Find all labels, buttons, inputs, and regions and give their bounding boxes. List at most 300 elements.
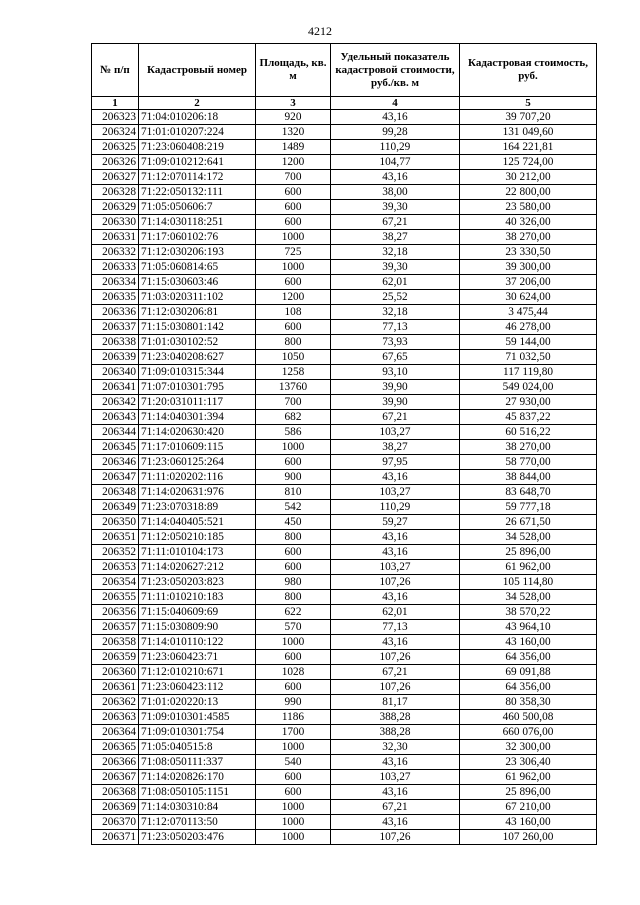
table-row [92, 575, 597, 590]
cadastral-cost-cell: 131 049,60 [460, 125, 597, 140]
specific-value-cell: 97,95 [331, 455, 460, 470]
cadastral-number-cell: 71:23:070318:89 [139, 500, 256, 515]
header-cadastral-cost: Кадастровая стоимость, руб. [460, 44, 597, 97]
specific-value-cell: 43,16 [331, 110, 460, 125]
area-cell: 600 [256, 200, 331, 215]
row-number-cell: 206332 [92, 245, 139, 260]
row-number-cell: 206351 [92, 530, 139, 545]
cadastral-cost-cell: 43 160,00 [460, 815, 597, 830]
area-cell: 1028 [256, 665, 331, 680]
cadastral-cost-cell: 37 206,00 [460, 275, 597, 290]
cadastral-cost-cell: 660 076,00 [460, 725, 597, 740]
cadastral-cost-cell: 61 962,00 [460, 770, 597, 785]
specific-value-cell: 73,93 [331, 335, 460, 350]
specific-value-cell: 38,27 [331, 440, 460, 455]
column-number: 4 [331, 97, 460, 110]
cadastral-number-cell: 71:12:070113:50 [139, 815, 256, 830]
area-cell: 600 [256, 680, 331, 695]
area-cell: 682 [256, 410, 331, 425]
table-row [92, 155, 597, 170]
table-row [92, 440, 597, 455]
cadastral-number-cell: 71:23:060423:71 [139, 650, 256, 665]
area-cell: 1050 [256, 350, 331, 365]
table-row [92, 680, 597, 695]
table-row [92, 485, 597, 500]
specific-value-cell: 107,26 [331, 680, 460, 695]
table-row [92, 275, 597, 290]
cadastral-number-cell: 71:11:010210:183 [139, 590, 256, 605]
specific-value-cell: 103,27 [331, 485, 460, 500]
row-number-cell: 206348 [92, 485, 139, 500]
table-row [92, 170, 597, 185]
cadastral-cost-cell: 125 724,00 [460, 155, 597, 170]
table-row [92, 650, 597, 665]
row-number-cell: 206325 [92, 140, 139, 155]
cadastral-cost-cell: 23 580,00 [460, 200, 597, 215]
table-row [92, 785, 597, 800]
area-cell: 1200 [256, 155, 331, 170]
specific-value-cell: 43,16 [331, 545, 460, 560]
specific-value-cell: 59,27 [331, 515, 460, 530]
cadastral-cost-cell: 25 896,00 [460, 785, 597, 800]
specific-value-cell: 39,90 [331, 380, 460, 395]
row-number-cell: 206329 [92, 200, 139, 215]
cadastral-number-cell: 71:05:040515:8 [139, 740, 256, 755]
cadastral-cost-cell: 164 221,81 [460, 140, 597, 155]
row-number-cell: 206344 [92, 425, 139, 440]
cadastral-cost-cell: 23 306,40 [460, 755, 597, 770]
specific-value-cell: 103,27 [331, 770, 460, 785]
row-number-cell: 206368 [92, 785, 139, 800]
row-number-cell: 206342 [92, 395, 139, 410]
row-number-cell: 206361 [92, 680, 139, 695]
specific-value-cell: 110,29 [331, 500, 460, 515]
table-row [92, 545, 597, 560]
cadastral-cost-cell: 549 024,00 [460, 380, 597, 395]
cadastral-number-cell: 71:08:050105:1151 [139, 785, 256, 800]
cadastral-cost-cell: 59 777,18 [460, 500, 597, 515]
cadastral-cost-cell: 25 896,00 [460, 545, 597, 560]
row-number-cell: 206369 [92, 800, 139, 815]
area-cell: 1700 [256, 725, 331, 740]
specific-value-cell: 67,21 [331, 665, 460, 680]
cadastral-number-cell: 71:09:010212:641 [139, 155, 256, 170]
cadastral-number-cell: 71:14:020627:212 [139, 560, 256, 575]
table-body [92, 110, 597, 845]
cadastral-number-cell: 71:09:010301:754 [139, 725, 256, 740]
cadastral-number-cell: 71:23:060125:264 [139, 455, 256, 470]
specific-value-cell: 43,16 [331, 470, 460, 485]
cadastral-cost-cell: 27 930,00 [460, 395, 597, 410]
area-cell: 540 [256, 755, 331, 770]
table-row [92, 695, 597, 710]
table-row [92, 800, 597, 815]
row-number-cell: 206354 [92, 575, 139, 590]
table-row [92, 740, 597, 755]
area-cell: 600 [256, 545, 331, 560]
cadastral-cost-cell: 60 516,22 [460, 425, 597, 440]
cadastral-number-cell: 71:07:010301:795 [139, 380, 256, 395]
specific-value-cell: 81,17 [331, 695, 460, 710]
row-number-cell: 206341 [92, 380, 139, 395]
row-number-cell: 206349 [92, 500, 139, 515]
area-cell: 13760 [256, 380, 331, 395]
cadastral-number-cell: 71:03:020311:102 [139, 290, 256, 305]
area-cell: 1000 [256, 815, 331, 830]
row-number-cell: 206353 [92, 560, 139, 575]
cadastral-cost-cell: 30 624,00 [460, 290, 597, 305]
cadastral-cost-cell: 22 800,00 [460, 185, 597, 200]
cadastral-cost-cell: 64 356,00 [460, 650, 597, 665]
cadastral-cost-cell: 43 160,00 [460, 635, 597, 650]
table-row [92, 350, 597, 365]
table-row [92, 830, 597, 845]
area-cell: 600 [256, 770, 331, 785]
row-number-cell: 206334 [92, 275, 139, 290]
cadastral-number-cell: 71:15:030801:142 [139, 320, 256, 335]
row-number-cell: 206323 [92, 110, 139, 125]
cadastral-number-cell: 71:14:020826:170 [139, 770, 256, 785]
cadastral-number-cell: 71:12:030206:81 [139, 305, 256, 320]
area-cell: 450 [256, 515, 331, 530]
cadastral-number-cell: 71:09:010315:344 [139, 365, 256, 380]
area-cell: 1489 [256, 140, 331, 155]
cadastral-number-cell: 71:20:031011:117 [139, 395, 256, 410]
area-cell: 570 [256, 620, 331, 635]
area-cell: 800 [256, 590, 331, 605]
specific-value-cell: 43,16 [331, 590, 460, 605]
table-row [92, 455, 597, 470]
specific-value-cell: 43,16 [331, 755, 460, 770]
cadastral-number-cell: 71:01:010207:224 [139, 125, 256, 140]
cadastral-cost-cell: 61 962,00 [460, 560, 597, 575]
cadastral-number-cell: 71:17:060102:76 [139, 230, 256, 245]
area-cell: 1000 [256, 260, 331, 275]
cadastral-cost-cell: 26 671,50 [460, 515, 597, 530]
header-cadastral-number: Кадастровый номер [139, 44, 256, 97]
cadastral-number-cell: 71:12:070114:172 [139, 170, 256, 185]
row-number-cell: 206338 [92, 335, 139, 350]
area-cell: 600 [256, 215, 331, 230]
cadastral-number-cell: 71:14:040301:394 [139, 410, 256, 425]
column-number: 5 [460, 97, 597, 110]
table-row [92, 410, 597, 425]
row-number-cell: 206343 [92, 410, 139, 425]
table-row [92, 500, 597, 515]
table-row [92, 620, 597, 635]
row-number-cell: 206336 [92, 305, 139, 320]
cadastral-number-cell: 71:17:010609:115 [139, 440, 256, 455]
cadastral-number-cell: 71:09:010301:4585 [139, 710, 256, 725]
cadastral-number-cell: 71:23:040208:627 [139, 350, 256, 365]
table-row [92, 770, 597, 785]
row-number-cell: 206370 [92, 815, 139, 830]
cadastral-cost-cell: 67 210,00 [460, 800, 597, 815]
specific-value-cell: 103,27 [331, 560, 460, 575]
row-number-cell: 206333 [92, 260, 139, 275]
table-row [92, 185, 597, 200]
area-cell: 1320 [256, 125, 331, 140]
cadastral-cost-cell: 64 356,00 [460, 680, 597, 695]
area-cell: 600 [256, 275, 331, 290]
table-header-row [92, 44, 597, 97]
area-cell: 600 [256, 455, 331, 470]
cadastral-number-cell: 71:15:040609:69 [139, 605, 256, 620]
cadastral-number-cell: 71:01:030102:52 [139, 335, 256, 350]
specific-value-cell: 103,27 [331, 425, 460, 440]
row-number-cell: 206367 [92, 770, 139, 785]
row-number-cell: 206363 [92, 710, 139, 725]
area-cell: 800 [256, 530, 331, 545]
cadastral-cost-cell: 105 114,80 [460, 575, 597, 590]
cadastral-number-cell: 71:05:060814:65 [139, 260, 256, 275]
cadastral-cost-cell: 45 837,22 [460, 410, 597, 425]
row-number-cell: 206345 [92, 440, 139, 455]
table-row [92, 530, 597, 545]
cadastral-number-cell: 71:23:050203:476 [139, 830, 256, 845]
table-row [92, 335, 597, 350]
row-number-cell: 206371 [92, 830, 139, 845]
cadastral-cost-cell: 460 500,08 [460, 710, 597, 725]
area-cell: 810 [256, 485, 331, 500]
cadastral-table [91, 43, 597, 845]
row-number-cell: 206359 [92, 650, 139, 665]
cadastral-number-cell: 71:12:050210:185 [139, 530, 256, 545]
area-cell: 800 [256, 335, 331, 350]
specific-value-cell: 39,90 [331, 395, 460, 410]
table-row [92, 605, 597, 620]
cadastral-cost-cell: 43 964,10 [460, 620, 597, 635]
area-cell: 1000 [256, 830, 331, 845]
area-cell: 700 [256, 170, 331, 185]
specific-value-cell: 107,26 [331, 575, 460, 590]
specific-value-cell: 43,16 [331, 815, 460, 830]
specific-value-cell: 62,01 [331, 605, 460, 620]
area-cell: 900 [256, 470, 331, 485]
column-number: 1 [92, 97, 139, 110]
area-cell: 920 [256, 110, 331, 125]
specific-value-cell: 32,18 [331, 305, 460, 320]
table-row [92, 305, 597, 320]
row-number-cell: 206330 [92, 215, 139, 230]
cadastral-cost-cell: 3 475,44 [460, 305, 597, 320]
table-row [92, 560, 597, 575]
cadastral-cost-cell: 59 144,00 [460, 335, 597, 350]
area-cell: 725 [256, 245, 331, 260]
cadastral-cost-cell: 38 270,00 [460, 230, 597, 245]
row-number-cell: 206357 [92, 620, 139, 635]
column-number: 2 [139, 97, 256, 110]
area-cell: 600 [256, 560, 331, 575]
cadastral-cost-cell: 71 032,50 [460, 350, 597, 365]
specific-value-cell: 38,27 [331, 230, 460, 245]
area-cell: 600 [256, 320, 331, 335]
table-row [92, 395, 597, 410]
specific-value-cell: 93,10 [331, 365, 460, 380]
cadastral-cost-cell: 58 770,00 [460, 455, 597, 470]
cadastral-number-cell: 71:01:020220:13 [139, 695, 256, 710]
cadastral-number-cell: 71:23:060423:112 [139, 680, 256, 695]
cadastral-number-cell: 71:14:030118:251 [139, 215, 256, 230]
area-cell: 700 [256, 395, 331, 410]
cadastral-number-cell: 71:05:050606:7 [139, 200, 256, 215]
specific-value-cell: 388,28 [331, 725, 460, 740]
specific-value-cell: 43,16 [331, 530, 460, 545]
header-area: Площадь, кв. м [256, 44, 331, 97]
area-cell: 108 [256, 305, 331, 320]
specific-value-cell: 32,18 [331, 245, 460, 260]
row-number-cell: 206347 [92, 470, 139, 485]
cadastral-cost-cell: 46 278,00 [460, 320, 597, 335]
specific-value-cell: 43,16 [331, 635, 460, 650]
header-row-number: № п/п [92, 44, 139, 97]
specific-value-cell: 104,77 [331, 155, 460, 170]
table-row [92, 425, 597, 440]
column-number: 3 [256, 97, 331, 110]
row-number-cell: 206335 [92, 290, 139, 305]
table-row [92, 260, 597, 275]
area-cell: 980 [256, 575, 331, 590]
specific-value-cell: 388,28 [331, 710, 460, 725]
cadastral-number-cell: 71:14:020631:976 [139, 485, 256, 500]
specific-value-cell: 38,00 [331, 185, 460, 200]
row-number-cell: 206327 [92, 170, 139, 185]
area-cell: 1000 [256, 800, 331, 815]
cadastral-cost-cell: 80 358,30 [460, 695, 597, 710]
row-number-cell: 206360 [92, 665, 139, 680]
cadastral-number-cell: 71:11:020202:116 [139, 470, 256, 485]
specific-value-cell: 99,28 [331, 125, 460, 140]
area-cell: 600 [256, 785, 331, 800]
table-row [92, 230, 597, 245]
cadastral-cost-cell: 83 648,70 [460, 485, 597, 500]
area-cell: 542 [256, 500, 331, 515]
specific-value-cell: 107,26 [331, 650, 460, 665]
cadastral-number-cell: 71:14:030310:84 [139, 800, 256, 815]
area-cell: 1258 [256, 365, 331, 380]
area-cell: 1200 [256, 290, 331, 305]
specific-value-cell: 62,01 [331, 275, 460, 290]
table-row [92, 200, 597, 215]
specific-value-cell: 32,30 [331, 740, 460, 755]
row-number-cell: 206362 [92, 695, 139, 710]
page-number: 4212 [308, 24, 332, 38]
cadastral-cost-cell: 34 528,00 [460, 530, 597, 545]
specific-value-cell: 77,13 [331, 320, 460, 335]
cadastral-cost-cell: 38 570,22 [460, 605, 597, 620]
row-number-cell: 206356 [92, 605, 139, 620]
cadastral-number-cell: 71:12:030206:193 [139, 245, 256, 260]
area-cell: 990 [256, 695, 331, 710]
cadastral-number-cell: 71:14:010110:122 [139, 635, 256, 650]
area-cell: 1186 [256, 710, 331, 725]
row-number-cell: 206328 [92, 185, 139, 200]
specific-value-cell: 39,30 [331, 260, 460, 275]
row-number-cell: 206340 [92, 365, 139, 380]
row-number-cell: 206339 [92, 350, 139, 365]
table-row [92, 290, 597, 305]
cadastral-cost-cell: 117 119,80 [460, 365, 597, 380]
cadastral-number-cell: 71:15:030809:90 [139, 620, 256, 635]
area-cell: 622 [256, 605, 331, 620]
cadastral-number-cell: 71:22:050132:111 [139, 185, 256, 200]
row-number-cell: 206324 [92, 125, 139, 140]
cadastral-cost-cell: 39 707,20 [460, 110, 597, 125]
area-cell: 1000 [256, 635, 331, 650]
header-specific-value: Удельный показатель кадастровой стоимости, руб./кв. м [331, 44, 460, 97]
specific-value-cell: 67,21 [331, 215, 460, 230]
specific-value-cell: 25,52 [331, 290, 460, 305]
specific-value-cell: 43,16 [331, 785, 460, 800]
cadastral-number-cell: 71:23:060408:219 [139, 140, 256, 155]
column-number-row [92, 97, 597, 110]
cadastral-number-cell: 71:12:010210:671 [139, 665, 256, 680]
row-number-cell: 206350 [92, 515, 139, 530]
cadastral-cost-cell: 40 326,00 [460, 215, 597, 230]
cadastral-cost-cell: 69 091,88 [460, 665, 597, 680]
cadastral-cost-cell: 34 528,00 [460, 590, 597, 605]
table-row [92, 365, 597, 380]
area-cell: 1000 [256, 740, 331, 755]
cadastral-number-cell: 71:23:050203:823 [139, 575, 256, 590]
row-number-cell: 206331 [92, 230, 139, 245]
row-number-cell: 206365 [92, 740, 139, 755]
cadastral-cost-cell: 39 300,00 [460, 260, 597, 275]
table-row [92, 710, 597, 725]
specific-value-cell: 77,13 [331, 620, 460, 635]
table-row [92, 380, 597, 395]
row-number-cell: 206337 [92, 320, 139, 335]
cadastral-number-cell: 71:04:010206:18 [139, 110, 256, 125]
cadastral-cost-cell: 38 844,00 [460, 470, 597, 485]
area-cell: 1000 [256, 440, 331, 455]
cadastral-cost-cell: 38 270,00 [460, 440, 597, 455]
specific-value-cell: 107,26 [331, 830, 460, 845]
table-row [92, 590, 597, 605]
cadastral-number-cell: 71:14:020630:420 [139, 425, 256, 440]
row-number-cell: 206352 [92, 545, 139, 560]
cadastral-cost-cell: 32 300,00 [460, 740, 597, 755]
table-row [92, 635, 597, 650]
table-row [92, 245, 597, 260]
specific-value-cell: 110,29 [331, 140, 460, 155]
specific-value-cell: 43,16 [331, 170, 460, 185]
row-number-cell: 206346 [92, 455, 139, 470]
area-cell: 600 [256, 650, 331, 665]
table-row [92, 215, 597, 230]
row-number-cell: 206366 [92, 755, 139, 770]
table-row [92, 110, 597, 125]
specific-value-cell: 39,30 [331, 200, 460, 215]
specific-value-cell: 67,21 [331, 410, 460, 425]
area-cell: 1000 [256, 230, 331, 245]
table-row [92, 125, 597, 140]
cadastral-cost-cell: 107 260,00 [460, 830, 597, 845]
cadastral-number-cell: 71:15:030603:46 [139, 275, 256, 290]
table-row [92, 515, 597, 530]
cadastral-number-cell: 71:08:050111:337 [139, 755, 256, 770]
row-number-cell: 206364 [92, 725, 139, 740]
area-cell: 600 [256, 185, 331, 200]
table-row [92, 725, 597, 740]
row-number-cell: 206358 [92, 635, 139, 650]
row-number-cell: 206326 [92, 155, 139, 170]
table-row [92, 140, 597, 155]
specific-value-cell: 67,21 [331, 800, 460, 815]
table-row [92, 470, 597, 485]
table-row [92, 755, 597, 770]
table-row [92, 815, 597, 830]
